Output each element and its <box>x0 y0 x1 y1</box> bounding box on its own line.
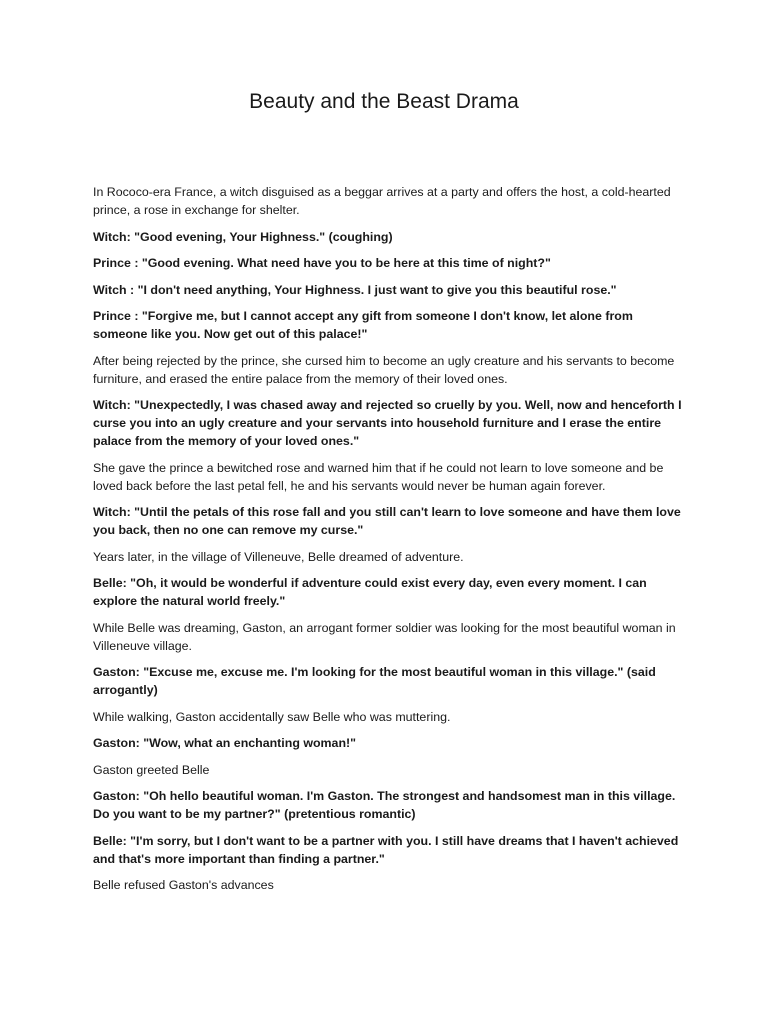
dialogue-line: Witch: "Unexpectedly, I was chased away and rejected so cruelly by you. Well, now and henceforth I curse you into an ugly creature and your servants into household furniture and I erase the entire palace from the memory of your loved ones." <box>93 398 682 448</box>
dialogue-line: Witch : "I don't need anything, Your Highness. I just want to give you this beautiful rose." <box>93 282 617 297</box>
narration-paragraph: In Rococo-era France, a witch disguised as a beggar arrives at a party and offers the host, a cold-hearted prince, a rose in exchange for shelter. <box>93 185 671 217</box>
narration-paragraph: While walking, Gaston accidentally saw Belle who was muttering. <box>93 709 451 724</box>
narration-paragraph: After being rejected by the prince, she cursed him to become an ugly creature and his servants to become furniture, and erased the entire palace from the memory of their loved ones. <box>93 353 675 386</box>
narration-paragraph: Years later, in the village of Villeneuve, Belle dreamed of adventure. <box>93 549 464 564</box>
narration-paragraph: Belle refused Gaston's advances <box>93 878 274 892</box>
document-body <box>93 183 683 903</box>
dialogue-line: Belle: "Oh, it would be wonderful if adventure could exist every day, even every moment. I can explore the natural world freely." <box>93 576 647 608</box>
dialogue-line: Prince : "Good evening. What need have you to be here at this time of night?" <box>93 256 551 270</box>
dialogue-line: Gaston: "Oh hello beautiful woman. I'm Gaston. The strongest and handsomest man in this village. Do you want to be my partner?" (pretentious romantic) <box>93 789 676 821</box>
dialogue-line: Gaston: "Wow, what an enchanting woman!" <box>93 736 357 750</box>
dialogue-line: Gaston: "Excuse me, excuse me. I'm looking for the most beautiful woman in this village." (said arrogantly) <box>93 665 656 697</box>
document-title: Beauty and the Beast Drama <box>249 90 519 113</box>
narration-paragraph: She gave the prince a bewitched rose and warned him that if he could not learn to love someone and be loved back before the last petal fell, he and his servants would never be human again forever. <box>93 460 664 493</box>
dialogue-line: Witch: "Until the petals of this rose fall and you still can't learn to love someone and have them love you back, then no one can remove my curse." <box>93 505 681 537</box>
narration-paragraph: While Belle was dreaming, Gaston, an arrogant former soldier was looking for the most beautiful woman in Villeneuve village. <box>93 620 676 653</box>
dialogue-line: Prince : "Forgive me, but I cannot accept any gift from someone I don't know, let alone from someone like you. Now get out of this palace!" <box>93 309 633 341</box>
narration-paragraph: Gaston greeted Belle <box>93 762 210 777</box>
dialogue-line: Witch: "Good evening, Your Highness." (coughing) <box>93 229 393 244</box>
dialogue-line: Belle: "I'm sorry, but I don't want to be a partner with you. I still have dreams that I haven't achieved and that's more important than finding a partner." <box>93 833 679 866</box>
